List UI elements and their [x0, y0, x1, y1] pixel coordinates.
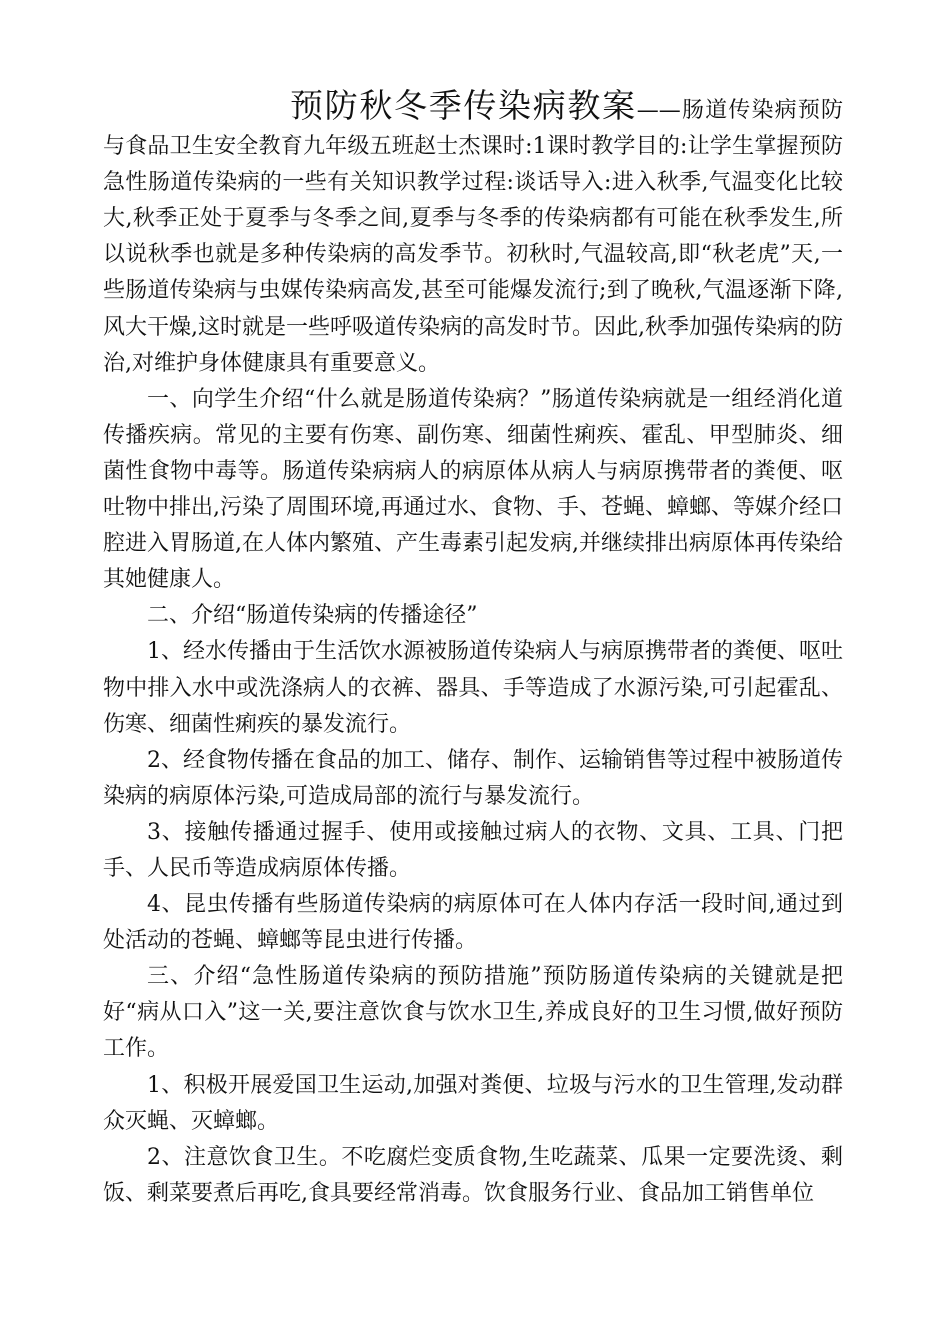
transmission-food: 2、经食物传播在食品的加工、储存、制作、运输销售等过程中被肠道传染病的病原体污染,可造成局部的流行与暴发流行。: [103, 747, 843, 809]
document-title: 预防秋冬季传染病教案: [290, 86, 637, 125]
section-1-intro: 一、向学生介绍“什么就是肠道传染病？”肠道传染病就是一组经消化道传播疾病。常见的主要有伤寒、副伤寒、细菌性痢疾、霍乱、甲型肺炎、细菌性食物中毒等。肠道传染病病人的病原体从病人与病原携带者的粪便、呕吐物中排出,污染了周围环境,再通过水、食物、手、苍蝇、蟑螂、等媒介经口腔进入胃肠道,在人体内繁殖、产生毒素引起发病,并继续排出病原体再传染给其她健康人。: [103, 386, 843, 593]
section-2-heading: 二、介绍“肠道传染病的传播途径”: [147, 603, 478, 629]
intro-text: ——肠道传染病预防与食品卫生安全教育九年级五班赵士杰课时:1课时教学目的:让学生掌握预防急性肠道传染病的一些有关知识教学过程:谈话导入:进入秋季,气温变化比较大,秋季正处于夏季与冬季之间,夏季与冬季的传染病都有可能在秋季发生,所以说秋季也就是多种传染病的高发季节。初秋时,气温较高,即“秋老虎”天,一些肠道传染病与虫媒传染病高发,甚至可能爆发流行;到了晚秋,气温逐渐下降,风大干燥,这时就是一些呼吸道传染病的高发时节。因此,秋季加强传染病的防治,对维护身体健康具有重要意义。: [103, 98, 843, 376]
opening-paragraph: [103, 88, 843, 382]
transmission-insects: 4、昆虫传播有些肠道传染病的病原体可在人体内存活一段时间,通过到处活动的苍蝇、蟑螂等昆虫进行传播。: [103, 892, 843, 954]
prevention-item-1: 1、积极开展爱国卫生运动,加强对粪便、垃圾与污水的卫生管理,发动群众灭蝇、灭蟑螂。: [103, 1072, 843, 1134]
transmission-water: 1、经水传播由于生活饮水源被肠道传染病人与病原携带者的粪便、呕吐物中排入水中或洗涤病人的衣裤、器具、手等造成了水源污染,可引起霍乱、伤寒、细菌性痢疾的暴发流行。: [103, 639, 843, 737]
transmission-contact: 3、接触传播通过握手、使用或接触过病人的衣物、文具、工具、门把手、人民币等造成病原体传播。: [103, 819, 843, 881]
section-3-prevention: 三、介绍“急性肠道传染病的预防措施”预防肠道传染病的关键就是把好“病从口入”这一关,要注意饮食与饮水卫生,养成良好的卫生习惯,做好预防工作。: [103, 964, 843, 1062]
prevention-item-2: 2、注意饮食卫生。不吃腐烂变质食物,生吃蔬菜、瓜果一定要洗烫、剩饭、剩菜要煮后再吃,食具要经常消毒。饮食服务行业、食品加工销售单位: [103, 1144, 843, 1206]
document-page: [103, 88, 843, 1212]
